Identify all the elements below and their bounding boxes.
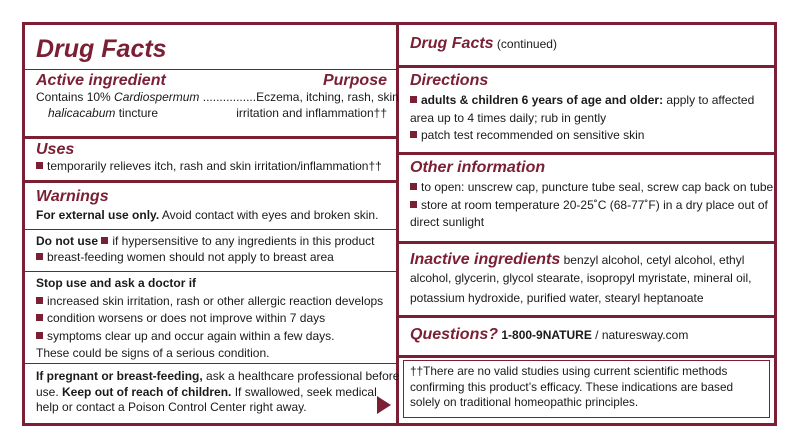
square-bullet-icon — [36, 162, 43, 169]
pregnancy-section — [25, 369, 400, 416]
questions-section — [399, 326, 774, 344]
keep-out-of-reach-label: Keep out of reach of children. — [62, 384, 232, 399]
uses-heading: Uses — [36, 141, 75, 158]
pregnancy-text: If swallowed, seek medical — [231, 384, 377, 399]
pregnancy-text: ask a healthcare professional before — [202, 369, 400, 383]
footnote-text: confirming this product’s efficacy. These indications are based — [410, 379, 734, 394]
inactive-ingredients-text: benzyl alcohol, cetyl alcohol, ethyl — [560, 253, 745, 267]
stop-use-note: These could be signs of a serious condition. — [36, 346, 270, 360]
do-not-use-section — [25, 234, 396, 265]
purpose-heading: Purpose — [322, 72, 387, 89]
directions-audience: adults & children 6 years of age and older: — [421, 93, 664, 107]
active-ingredient-heading: Active ingredient — [36, 72, 166, 89]
next-panel-arrow-icon — [377, 396, 391, 414]
directions-section — [399, 72, 774, 144]
square-bullet-icon — [410, 131, 417, 138]
divider — [399, 355, 774, 358]
drug-facts-title: Drug Facts — [36, 35, 167, 63]
continued-label: (continued) — [493, 37, 557, 51]
square-bullet-icon — [36, 253, 43, 260]
warnings-section — [25, 188, 396, 224]
stop-use-item: increased skin irritation, rash or other allergic reaction develops — [47, 293, 384, 308]
inactive-ingredients-section — [399, 251, 774, 306]
drug-facts-continued-panel — [399, 22, 777, 426]
divider — [25, 180, 396, 183]
dot-leader: ................ — [199, 90, 257, 104]
divider — [25, 69, 396, 70]
do-not-use-label: Do not use — [36, 234, 98, 248]
divider — [399, 152, 774, 155]
purpose-text: Eczema, itching, rash, skin — [256, 90, 399, 104]
divider — [25, 136, 396, 139]
questions-phone: 1-800-9NATURE — [498, 328, 592, 342]
square-bullet-icon — [36, 314, 43, 321]
inactive-ingredients-text: alcohol, glycerin, glycol stearate, isopropyl myristate, mineral oil, — [410, 271, 752, 285]
footnote-text: solely on traditional homeopathic principles. — [410, 395, 639, 409]
continued-title-block — [399, 35, 774, 53]
warnings-heading: Warnings — [36, 188, 109, 205]
pregnancy-label: If pregnant or breast-feeding, — [36, 369, 203, 383]
directions-item: patch test recommended on sensitive skin — [421, 128, 645, 142]
directions-text: area up to 4 times daily; rub in gently — [410, 110, 607, 125]
active-text: tincture — [115, 105, 159, 120]
purpose-text: irritation and inflammation†† — [236, 105, 387, 120]
external-use-text: Avoid contact with eyes and broken skin. — [159, 208, 379, 222]
active-ingredient-name: Cardiospermum — [114, 90, 200, 104]
divider — [399, 241, 774, 244]
divider — [399, 65, 774, 68]
stop-use-section — [25, 276, 396, 362]
do-not-use-item: breast-feeding women should not apply to breast area — [47, 249, 334, 264]
inactive-ingredients-heading: Inactive ingredients — [410, 251, 561, 268]
continued-title: Drug Facts — [410, 35, 494, 52]
drug-facts-panel — [22, 22, 399, 426]
other-information-item: store at room temperature 20-25˚C (68-77˚F) in a dry place out of — [421, 197, 768, 212]
footnote-text: ††There are no valid studies using current scientific methods — [410, 364, 728, 378]
square-bullet-icon — [410, 96, 417, 103]
other-information-item: direct sunlight — [410, 215, 485, 229]
pregnancy-text: help or contact a Poison Control Center right away. — [36, 400, 307, 414]
other-information-section — [399, 159, 774, 231]
stop-use-heading: Stop use and ask a doctor if — [36, 276, 197, 290]
divider — [399, 315, 774, 318]
inactive-ingredients-text: potassium hydroxide, purified water, stearyl heptanoate — [410, 290, 704, 305]
directions-text: apply to affected — [663, 93, 755, 107]
square-bullet-icon — [36, 332, 43, 339]
other-information-heading: Other information — [410, 159, 546, 176]
divider — [25, 229, 396, 230]
square-bullet-icon — [410, 201, 417, 208]
other-information-item: to open: unscrew cap, puncture tube seal, screw cap back on tube — [421, 180, 774, 194]
active-ingredient-name: halicacabum — [48, 105, 116, 120]
divider — [25, 363, 396, 364]
stop-use-item: symptoms clear up and occur again within a few days. — [47, 328, 335, 343]
external-use-label: For external use only. — [36, 208, 160, 222]
active-text: Contains 10% — [36, 90, 115, 104]
uses-section — [25, 141, 396, 175]
directions-heading: Directions — [410, 72, 489, 89]
divider — [25, 271, 396, 272]
square-bullet-icon — [36, 297, 43, 304]
pregnancy-text: use. — [36, 384, 63, 399]
questions-heading: Questions? — [410, 326, 499, 343]
do-not-use-item: if hypersensitive to any ingredients in this product — [112, 234, 375, 248]
drug-facts-title-block — [25, 35, 396, 63]
stop-use-item: condition worsens or does not improve within 7 days — [47, 311, 326, 325]
footnote-box — [403, 360, 770, 418]
square-bullet-icon — [101, 237, 108, 244]
questions-website: / naturesway.com — [591, 328, 689, 342]
active-ingredient-section — [25, 72, 399, 121]
square-bullet-icon — [410, 183, 417, 190]
uses-item: temporarily relieves itch, rash and skin irritation/inflammation†† — [47, 159, 382, 173]
